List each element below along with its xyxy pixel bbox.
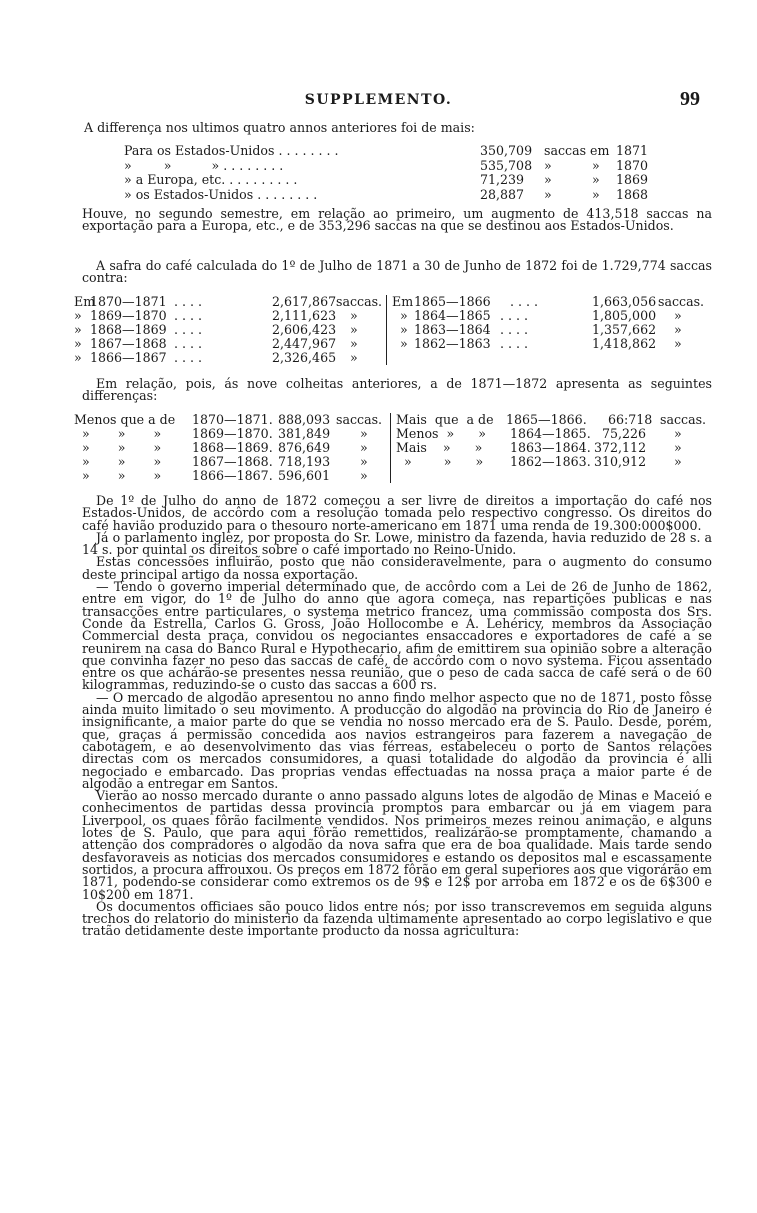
table-cell: » — [674, 426, 682, 441]
table-cell: 1867—1868. — [192, 454, 273, 469]
table-cell: 1863—1864. — [510, 440, 591, 455]
table-cell: Menos » » — [396, 426, 486, 441]
table-cell: 596,601 — [278, 468, 331, 483]
table-cell: » — [350, 350, 358, 365]
table-cell: 1866—1867 — [90, 350, 167, 365]
table-cell: 1862—1863. — [510, 454, 591, 469]
table-row — [124, 188, 664, 203]
row-year: 1869 — [616, 172, 649, 188]
paragraph-comparison — [82, 378, 712, 403]
table-cell: » » » — [82, 454, 162, 469]
table-row — [74, 455, 714, 469]
table-cell: . . . . — [174, 294, 203, 309]
table-cell: » — [360, 440, 368, 455]
table-cell: saccas. — [660, 412, 707, 427]
row-unit: » — [544, 186, 552, 202]
difference-table — [74, 413, 714, 483]
table-cell: » » » — [404, 454, 484, 469]
table-cell: 75,226 — [602, 426, 647, 441]
row-label: » os Estados-Unidos . . . . . . . . — [124, 186, 318, 202]
intro-text: A differença nos ultimos quatro annos anteriores foi de mais: — [84, 120, 475, 135]
table-cell: 310,912 — [594, 454, 647, 469]
table-cell: 1862—1863 — [414, 336, 491, 351]
table-cell: » — [674, 322, 682, 337]
table-cell: » — [74, 322, 82, 337]
table-cell: 1867—1868 — [90, 336, 167, 351]
table-row — [124, 159, 664, 174]
table-cell: saccas. — [658, 294, 705, 309]
table-cell: 718,193 — [278, 454, 331, 469]
table-cell: 2,326,465 — [272, 350, 337, 365]
table-cell: 372,112 — [594, 440, 647, 455]
table-cell: » — [74, 336, 82, 351]
table-row — [74, 295, 714, 309]
table-cell: . . . . — [510, 294, 539, 309]
table-cell: 1869—1870. — [192, 426, 273, 441]
row-label: » » » . . . . . . . . — [124, 157, 284, 173]
row-quote: » — [592, 186, 600, 202]
column-divider — [390, 413, 391, 483]
table-cell: » — [350, 336, 358, 351]
row-unit: saccas em — [544, 143, 610, 158]
table-cell: 1865—1866. — [506, 412, 587, 427]
table-cell: » — [74, 350, 82, 365]
table-cell: » — [350, 322, 358, 337]
table-row — [74, 469, 714, 483]
table-cell: 1870—1871. — [192, 412, 273, 427]
row-quote: » — [592, 157, 600, 173]
table-cell: » — [400, 336, 408, 351]
table-cell: 1864—1865. — [510, 426, 591, 441]
table-cell: 2,606,423 — [272, 322, 337, 337]
table-cell: . . . . — [500, 308, 529, 323]
paragraph: De 1º de Julho do anno de 1872 começou a ser livre de direitos a importação do café nos Estados-Unidos, de accôrdo com a resolução tomada pelo respectivo congresso. Os direitos do café havião produzido para o thesouro norte-americano em 1871 uma renda de 19.300:000$000. — [82, 493, 712, 533]
row-quote: » — [592, 172, 600, 188]
table-cell: 1,418,862 — [592, 336, 657, 351]
export-difference-table — [124, 144, 664, 202]
table-cell: » » » — [82, 468, 162, 483]
row-value: 535,708 — [480, 157, 533, 173]
table-row — [74, 309, 714, 323]
table-cell: . . . . — [174, 322, 203, 337]
paragraph-harvest — [82, 260, 712, 285]
table-cell: » — [360, 426, 368, 441]
paragraph-text: A safra do café calculada do 1º de Julho de 1871 a 30 de Junho de 1872 foi de 1.729,774 saccas contra: — [82, 258, 712, 286]
table-row — [74, 323, 714, 337]
table-cell: » — [350, 308, 358, 323]
row-year: 1870 — [616, 157, 649, 173]
table-row — [74, 337, 714, 351]
table-cell: » — [674, 308, 682, 323]
paragraph: Vierão ao nosso mercado durante o anno passado alguns lotes de algodão de Minas e Maceió e conhecimentos de partidas dessa provincia promptos para embarcar ou já em viagem para Liverpool, os quaes fôrão facilmente vendidos. Nos primeiros mezes reinou animação, e alguns lotes de S. Paulo, que para aqui fôrão remettidos, realizárão-se promptamente, chamando a attenção dos compradores o algodão da nova safra que era de boa qualidade. Mais tarde sendo desfavoraveis as noticias dos mercados consumidores e estando os depositos mal e escassamente sortidos, a procura affrouxou. Os preços em 1872 fôrão em geral superiores aos que vigorárão em 1871, podendo-se considerar como extremos os de 9$ e 12$ por arroba em 1872 e os de 6$300 e 10$200 em 1871. — [82, 788, 712, 902]
table-cell: 1868—1869 — [90, 322, 167, 337]
table-row — [74, 427, 714, 441]
table-cell: 2,447,967 — [272, 336, 337, 351]
page-number: 99 — [680, 88, 700, 110]
table-cell: 1868—1869. — [192, 440, 273, 455]
table-cell: . . . . — [174, 308, 203, 323]
table-cell: 1,357,662 — [592, 322, 657, 337]
table-cell: » — [360, 468, 368, 483]
table-cell: Mais » » — [396, 440, 483, 455]
table-cell: . . . . — [174, 350, 203, 365]
row-unit: » — [544, 172, 552, 188]
row-value: 71,239 — [480, 172, 525, 188]
table-cell: . . . . — [174, 336, 203, 351]
table-cell: 2,111,623 — [272, 308, 337, 323]
table-cell: » — [674, 454, 682, 469]
intro-line — [84, 122, 714, 135]
row-unit: » — [544, 157, 552, 173]
table-cell: saccas. — [336, 412, 383, 427]
table-row — [124, 144, 664, 159]
row-label: » a Europa, etc. . . . . . . . . . — [124, 172, 298, 188]
table-row — [74, 413, 714, 427]
table-cell: . . . . — [500, 322, 529, 337]
table-cell: saccas. — [336, 294, 383, 309]
table-cell: » » » — [82, 426, 162, 441]
table-cell: . . . . — [500, 336, 529, 351]
body-text — [82, 495, 712, 938]
paragraph: — Tendo o governo imperial determinado que, de accôrdo com a Lei de 26 de Junho de 1862, entre em vigor, do 1º de Julho do anno que agora começa, nas repartições publicas e nas transacções entre particulares, o systema metrico francez, uma commissão composta dos Srs. Conde da Estrella, Carlos G. Gross, João Hollocombe e A. Lehéricy, membros da Associação Commercial desta praça, convidou os negociantes ensaccadores e exportadores de café a se reunirem na casa do Banco Rural e Hypothecario, afim de emittirem sua opinião sobre a alteração que convinha fazer no peso das saccas de café, de accôrdo com o novo systema. Ficou assentado entre os que achárão-se presentes nessa reunião, que o peso de cada sacca de café será o de 60 kilogrammas, reduzindo-se o custo das saccas a 600 rs. — [82, 579, 712, 693]
table-cell: » » » — [82, 440, 162, 455]
table-cell: 1864—1865 — [414, 308, 491, 323]
table-cell: Mais que a de — [396, 412, 494, 427]
table-cell: 381,849 — [278, 426, 331, 441]
table-cell: » — [74, 308, 82, 323]
table-cell: 1866—1867. — [192, 468, 273, 483]
table-row — [124, 173, 664, 188]
table-row — [74, 441, 714, 455]
table-cell: Em — [392, 294, 414, 309]
running-header: SUPPLEMENTO. — [304, 92, 453, 108]
paragraph: Os documentos officiaes são pouco lidos entre nós; por isso transcrevemos em seguida alguns trechos do relatorio do ministerio da fazenda ultimamente apresentado ao corpo legislativo e que tratão detidamente deste importante producto da nossa agricultura: — [82, 898, 712, 939]
table-cell: 1865—1866 — [414, 294, 491, 309]
row-label: Para os Estados-Unidos . . . . . . . . — [124, 143, 339, 158]
table-cell: 1,805,000 — [592, 308, 657, 323]
paragraph: Já o parlamento inglez, por proposta do Sr. Lowe, ministro da fazenda, havia reduzido de 28 s. a 14 s. por quintal os direitos sobre o café importado no Reino-Unido. — [82, 529, 712, 558]
table-cell: » — [674, 336, 682, 351]
row-value: 28,887 — [480, 186, 525, 202]
table-cell: » — [400, 308, 408, 323]
row-year: 1868 — [616, 186, 649, 202]
harvest-table — [74, 295, 714, 365]
table-cell: Em — [74, 294, 96, 309]
paragraph: — O mercado de algodão apresentou no anno findo melhor aspecto que no de 1871, posto fôsse ainda muito limitado o seu movimento. A producção do algodão na provincia do Rio de Janeiro é insignificante, a maior parte do que se vendia no nosso mercado era de S. Paulo. Desde, porém, que, graças á permissão concedida aos navios estrangeiros para fazerem a navegação de cabotagem, e ao desenvolvimento das vias férreas, estabeleceu o porto de Santos relações directas com os mercados consumidores, a quasi totalidade do algodão da provincia é alli negociado e embarcado. Das proprias vendas effectuadas na nossa praça a maior parte é de algodão a entregar em Santos. — [82, 689, 712, 791]
table-cell: 876,649 — [278, 440, 331, 455]
paragraph-text: Houve, no segundo semestre, em relação ao primeiro, um augmento de 413,518 saccas na exportação para a Europa, etc., e de 353,296 saccas na que se destinou aos Estados-Unidos. — [82, 206, 712, 234]
table-cell: 1,663,056 — [592, 294, 657, 309]
paragraph-semester — [82, 208, 712, 233]
table-cell: 2,617,867 — [272, 294, 337, 309]
table-cell: Menos que a de — [74, 412, 176, 427]
table-cell: 66:718 — [608, 412, 653, 427]
row-value: 350,709 — [480, 143, 533, 158]
row-year: 1871 — [616, 143, 649, 158]
table-cell: 1863—1864 — [414, 322, 491, 337]
table-cell: 1870—1871 — [90, 294, 167, 309]
table-cell: 888,093 — [278, 412, 331, 427]
paragraph-text: Em relação, pois, ás nove colheitas anteriores, a de 1871—1872 apresenta as seguintes differenças: — [82, 376, 712, 404]
column-divider — [386, 295, 387, 365]
table-cell: » — [674, 440, 682, 455]
table-cell: » — [400, 322, 408, 337]
table-cell: 1869—1870 — [90, 308, 167, 323]
table-row — [74, 351, 714, 365]
paragraph: Estas concessões influirão, posto que não consideravelmente, para o augmento do consumo deste principal artigo da nossa exportação. — [82, 554, 712, 582]
table-cell: » — [360, 454, 368, 469]
